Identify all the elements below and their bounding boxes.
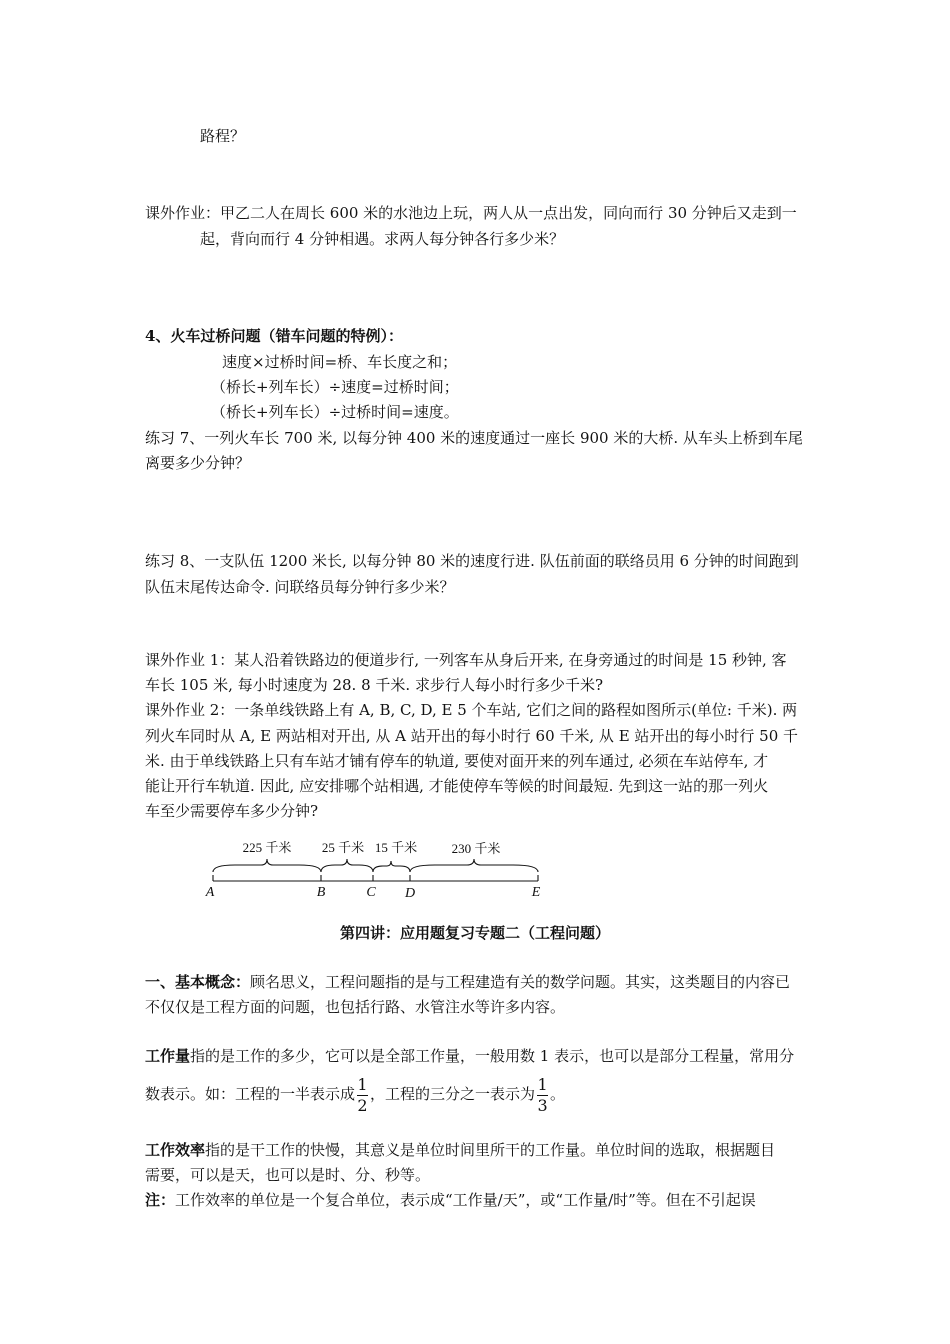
station-label: C xyxy=(366,885,376,900)
term-label: 工作效率 xyxy=(145,1141,206,1159)
formula-line: 速度×过桥时间=桥、车长度之和； xyxy=(222,353,458,371)
paragraph-text: ，工程的三分之一表示为 xyxy=(370,1085,536,1103)
brace-cd xyxy=(373,861,410,872)
homework-line: 车长 105 米, 每小时速度为 28. 8 千米. 求步行人每小时行多少千米? xyxy=(145,676,603,694)
homework-line: 能让开行车轨道. 因此, 应安排哪个站相遇, 才能使停车等候的时间最短. 先到这一站的那一列火 xyxy=(145,777,769,795)
homework-line: 列火车同时从 A, E 两站相对开出, 从 A 站开出的每小时行 60 千米, 从 E 站开出的每小时行 50 千 xyxy=(145,727,799,745)
term-label: 工作量 xyxy=(145,1047,191,1065)
paragraph-text: 顾名思义，工程问题指的是与工程建造有关的数学问题。其实，这类题目的内容已 xyxy=(250,973,791,991)
homework-line: 起，背向而行 4 分钟相遇。求两人每分钟各行多少米？ xyxy=(200,230,565,248)
paragraph-line xyxy=(145,1072,565,1116)
paragraph-line: 需要，可以是天，也可以是时、分、秒等。 xyxy=(145,1166,431,1184)
brace-ab xyxy=(213,859,321,872)
paragraph-line xyxy=(145,1190,756,1210)
lecture-title: 第四讲：应用题复习专题二（工程问题） xyxy=(339,924,610,942)
text-line: 路程？ xyxy=(200,127,246,145)
paragraph-line xyxy=(145,972,790,992)
section-heading: 4、火车过桥问题（错车问题的特例）： xyxy=(145,327,403,345)
paragraph-line xyxy=(145,1046,794,1066)
term-label: 一、基本概念： xyxy=(145,973,251,991)
exercise-line: 离要多少分钟？ xyxy=(145,454,251,472)
station-label: D xyxy=(404,886,416,901)
station-label: A xyxy=(205,885,215,900)
homework-line: 车至少需要停车多少分钟? xyxy=(145,802,319,820)
segment-label: 25 千米 xyxy=(321,840,365,855)
station-label: E xyxy=(531,885,541,900)
railway-diagram xyxy=(195,832,555,904)
paragraph-line xyxy=(145,1140,775,1160)
paragraph-line: 不仅仅是工程方面的问题，也包括行路、水管注水等许多内容。 xyxy=(145,998,566,1016)
paragraph-text: 数表示。如：工程的一半表示成 xyxy=(145,1085,356,1103)
formula-line: （桥长+列车长）÷过桥时间=速度。 xyxy=(211,403,459,421)
term-label: 注： xyxy=(145,1191,176,1209)
paragraph-text: 工作效率的单位是一个复合单位，表示成“工作量/天”，或“工作量/时”等。但在不引起误 xyxy=(175,1191,756,1209)
exercise-line: 练习 8、一支队伍 1200 米长, 以每分钟 80 米的速度行进. 队伍前面的联络员用 6 分钟的时间跑到 xyxy=(145,552,799,570)
paragraph-text: 指的是工作的多少，它可以是全部工作量，一般用数 1 表示，也可以是部分工程量，常用分 xyxy=(190,1047,795,1065)
paragraph-text: 。 xyxy=(550,1085,566,1103)
fraction-one-third: $\frac{1}{3}$ xyxy=(537,1074,548,1115)
homework-line: 课外作业：甲乙二人在周长 600 米的水池边上玩，两人从一点出发，同向而行 30 分钟后又走到一 xyxy=(145,204,797,222)
segment-label: 15 千米 xyxy=(374,840,418,855)
exercise-line: 队伍末尾传达命令. 问联络员每分钟行多少米？ xyxy=(145,578,455,596)
homework-line: 课外作业 1：某人沿着铁路边的便道步行, 一列客车从身后开来, 在身旁通过的时间是 15 秒钟, 客 xyxy=(145,651,787,669)
homework-line: 米. 由于单线铁路上只有车站才铺有停车的轨道, 要使对面开来的列车通过, 必须在车站停车, 才 xyxy=(145,752,769,770)
exercise-line: 练习 7、一列火车长 700 米, 以每分钟 400 米的速度通过一座长 900 米的大桥. 从车头上桥到车尾 xyxy=(145,429,803,447)
homework-line: 课外作业 2：一条单线铁路上有 A, B, C, D, E 5 个车站, 它们之间的路程如图所示(单位: 千米). 两 xyxy=(145,701,798,719)
brace-de xyxy=(410,859,538,872)
segment-label: 225 千米 xyxy=(242,840,292,855)
formula-line: （桥长+列车长）÷速度=过桥时间； xyxy=(211,378,459,396)
fraction-one-half: $\frac{1}{2}$ xyxy=(357,1074,368,1115)
station-label: B xyxy=(316,885,326,900)
brace-bc xyxy=(321,859,373,872)
segment-label: 230 千米 xyxy=(451,841,501,856)
paragraph-text: 指的是干工作的快慢，其意义是单位时间里所干的工作量。单位时间的选取，根据题目 xyxy=(205,1141,776,1159)
